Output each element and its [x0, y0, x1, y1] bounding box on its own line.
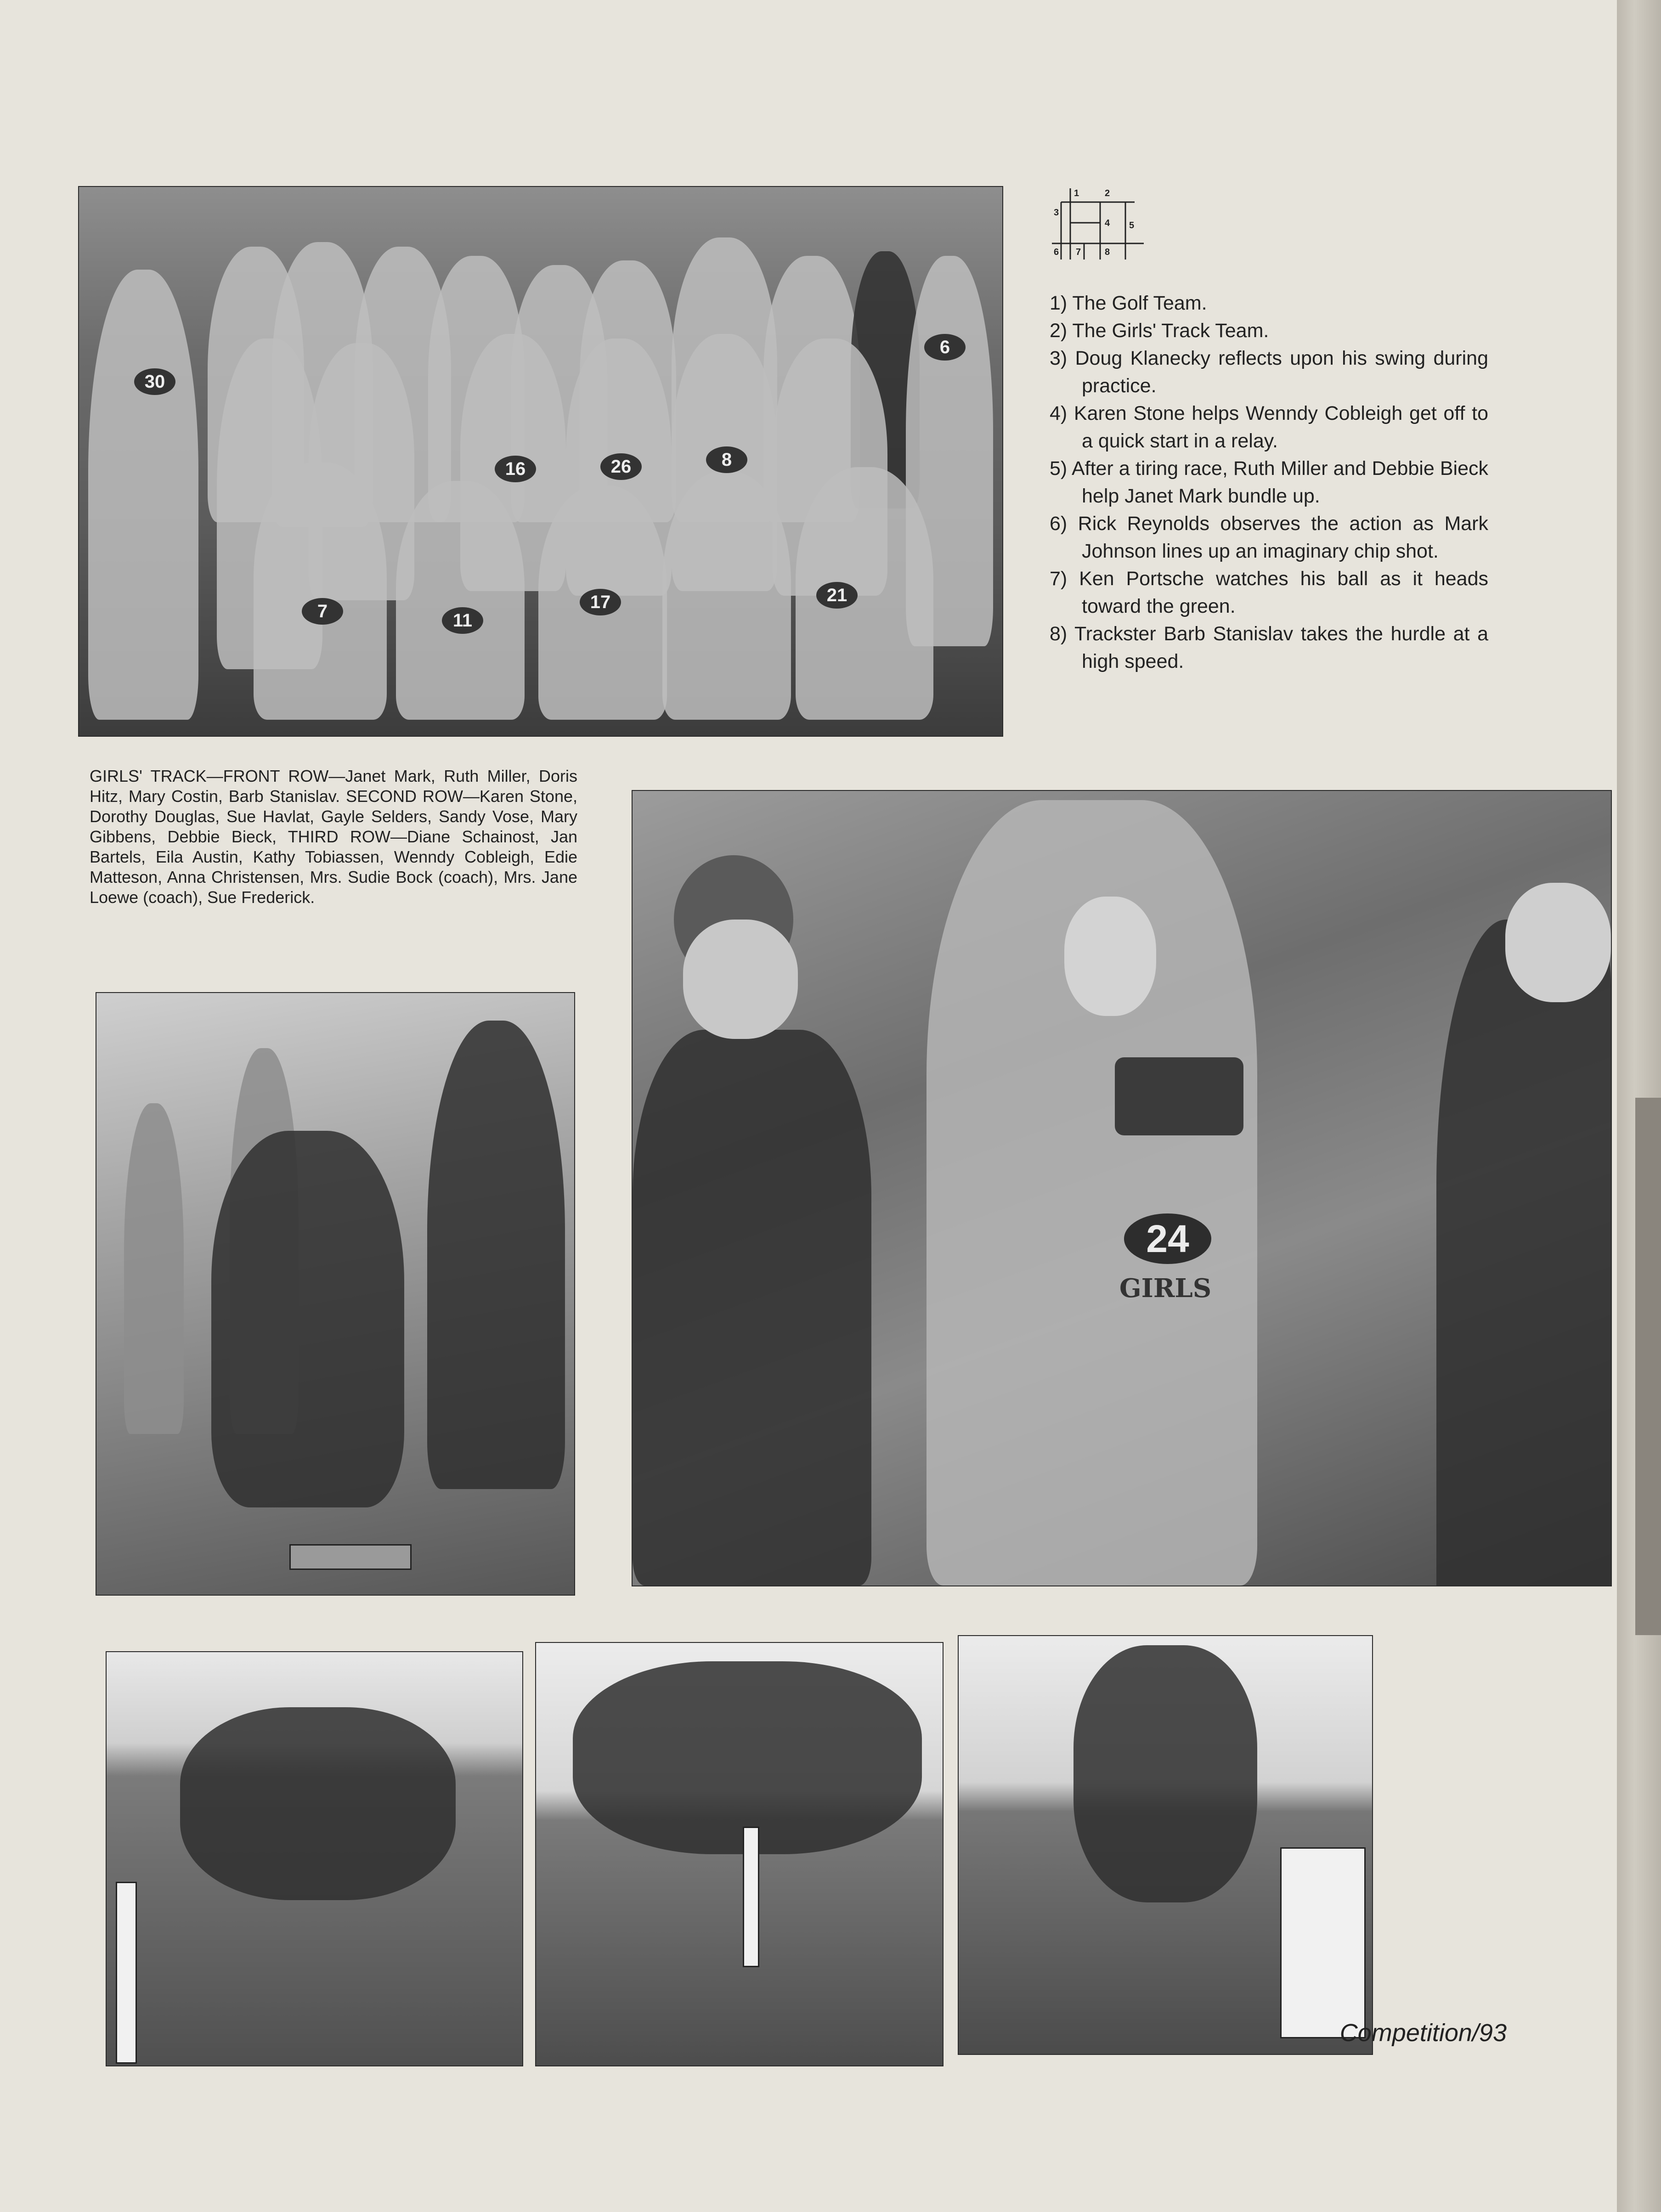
- team-roster-caption: GIRLS' TRACK—FRONT ROW—Janet Mark, Ruth Miller, Doris Hitz, Mary Costin, Barb Stanislav. SECOND ROW—Karen Stone, Dorothy Douglas, Sue Havlat, Gayle Selders, Sandy Vose, Mary Gibbens, Debbie Bieck, THIRD ROW—Diane Schainost, Jan Bartels, Eila Austin, Kathy Tobiassen, Wenndy Cobleigh, Edie Matteson, Anna Christensen, Mrs. Sudie Bock (coach), Mrs. Jane Loewe (coach), Sue Frederick.: [90, 767, 577, 907]
- hurdler-figure: [573, 1661, 922, 1854]
- jersey-number: 17: [580, 589, 621, 615]
- page-folio: Competition/93: [1339, 2019, 1507, 2047]
- team-member-figure: [662, 472, 791, 720]
- key-label-5: 5: [1129, 220, 1135, 231]
- jersey-number: 30: [134, 368, 175, 395]
- photo-captions: [1050, 289, 1488, 675]
- caption-item: 6) Rick Reynolds observes the action as Mark Johnson lines up an imaginary chip shot.: [1050, 513, 1488, 562]
- glasses-girl-face: [1505, 883, 1611, 1002]
- jersey-number: 11: [442, 607, 483, 634]
- hurdle: [116, 1882, 137, 2064]
- key-label-4: 4: [1105, 218, 1110, 228]
- jacket-figure: [1436, 920, 1611, 1586]
- caption-item: 5) After a tiring race, Ruth Miller and Debbie Bieck help Janet Mark bundle up.: [1050, 457, 1488, 507]
- jersey-number: 6: [924, 334, 966, 361]
- caption-item: 3) Doug Klanecky reflects upon his swing during practice.: [1050, 347, 1488, 397]
- key-label-2: 2: [1105, 188, 1110, 198]
- teammate-figure: [633, 1030, 871, 1586]
- hurdler-figure: [1073, 1645, 1257, 1902]
- relay-start-photo: [96, 992, 575, 1596]
- key-label-7: 7: [1076, 247, 1081, 257]
- photo-key-diagram: [1052, 184, 1148, 262]
- jersey-number: 21: [816, 582, 858, 609]
- key-label-3: 3: [1054, 208, 1059, 218]
- team-member-figure: [88, 270, 198, 720]
- caption-item: 2) The Girls' Track Team.: [1050, 320, 1269, 342]
- teammate-face: [683, 920, 798, 1039]
- hurdle: [1280, 1847, 1366, 2038]
- runner-face: [1064, 897, 1156, 1016]
- caption-item: 7) Ken Portsche watches his ball as it heads toward the green.: [1050, 568, 1488, 617]
- plaid-mitten: [1115, 1057, 1243, 1135]
- caption-item: 8) Trackster Barb Stanislav takes the hurdle at a high speed.: [1050, 623, 1488, 672]
- jersey-number-24: 24: [1124, 1213, 1211, 1264]
- hurdle-photo-3: [958, 1635, 1373, 2055]
- caption-item: 1) The Golf Team.: [1050, 292, 1207, 314]
- key-label-1: 1: [1074, 188, 1079, 198]
- team-member-figure: [254, 463, 387, 720]
- spectator-figure: [124, 1103, 184, 1434]
- team-member-figure: [396, 481, 525, 720]
- hurdle-photo-2: [535, 1642, 943, 2066]
- jersey-girls-text: GIRLS: [1119, 1273, 1212, 1304]
- hurdler-figure: [180, 1707, 456, 1900]
- runner-figure: [211, 1131, 404, 1507]
- key-label-6: 6: [1054, 247, 1059, 257]
- helper-figure: [427, 1021, 565, 1489]
- jersey-number: 16: [495, 456, 536, 482]
- bundle-up-photo: [632, 790, 1612, 1586]
- key-label-8: 8: [1105, 247, 1110, 257]
- girls-track-team-photo: [78, 186, 1003, 737]
- hurdle-photo-1: [106, 1651, 523, 2066]
- starting-block: [289, 1544, 412, 1570]
- jersey-number: 26: [600, 453, 642, 480]
- hurdle: [743, 1827, 759, 1967]
- caption-item: 4) Karen Stone helps Wenndy Cobleigh get off to a quick start in a relay.: [1050, 402, 1488, 452]
- jersey-number: 8: [706, 446, 747, 473]
- jersey-number: 7: [302, 598, 343, 625]
- page-edge-tab: [1635, 1098, 1661, 1635]
